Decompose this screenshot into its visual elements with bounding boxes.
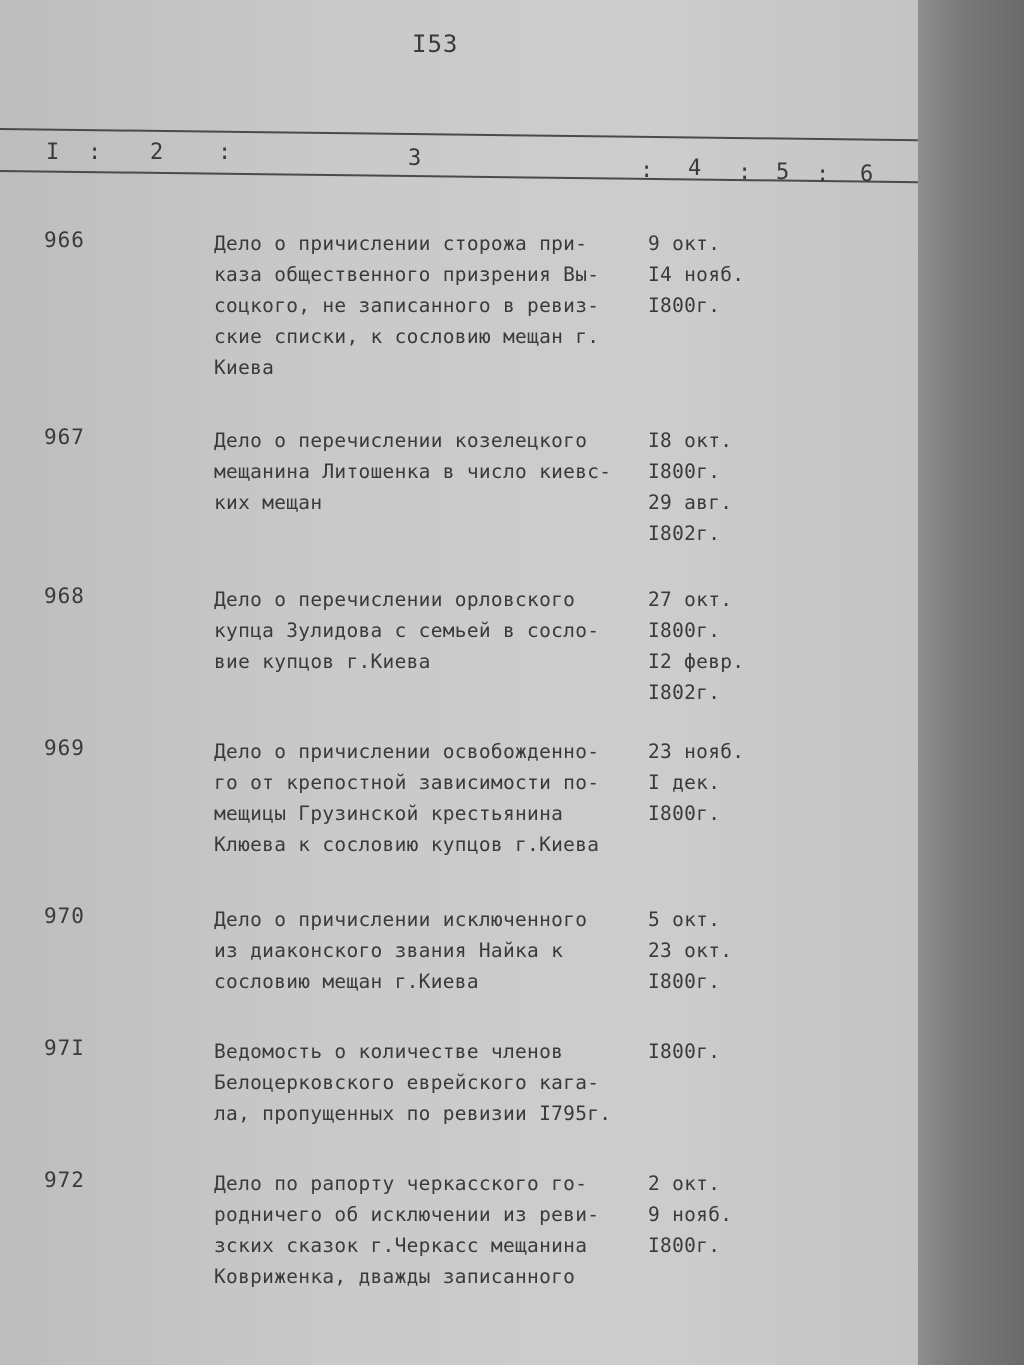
entry-title-line: ких мещан	[214, 491, 323, 514]
entry-number: 967	[44, 425, 85, 449]
column-header-6: 6	[860, 162, 874, 187]
entry-title	[214, 1036, 634, 1129]
entry-dates	[648, 584, 778, 708]
entry-title-line: купца Зулидова с семьей в сосло-	[214, 619, 600, 642]
entry-date: 23 нояб.	[648, 740, 745, 763]
entry-title-line: ские списки, к сословию мещан г.	[214, 325, 600, 348]
entry-title-line: Киева	[214, 356, 275, 379]
entry-title-line: Дело о причислении сторожа при-	[214, 232, 588, 255]
entry-date: I800г.	[648, 970, 721, 993]
entry-title-line: соцкого, не записанного в ревиз-	[214, 294, 600, 317]
entry-date: 2 окт.	[648, 1172, 721, 1195]
entry-date: I4 нояб.	[648, 263, 745, 286]
entry-dates	[648, 1036, 778, 1067]
column-header-separator: :	[640, 158, 654, 183]
entry-dates	[648, 425, 778, 549]
entry-number: 966	[44, 228, 85, 252]
entry-title	[214, 584, 634, 677]
entry-date: I800г.	[648, 1234, 721, 1257]
entry-date: 5 окт.	[648, 908, 721, 931]
entry-date: 9 нояб.	[648, 1203, 733, 1226]
column-header-separator: :	[738, 160, 752, 185]
column-header-2: 2	[150, 140, 164, 165]
entry-title-line: родничего об исключении из реви-	[214, 1203, 600, 1226]
entry-date: 27 окт.	[648, 588, 733, 611]
entry-title-line: каза общественного призрения Вы-	[214, 263, 600, 286]
header-rule-top	[0, 128, 918, 141]
entry-title	[214, 425, 634, 518]
entry-title-line: Дело о перечислении орловского	[214, 588, 576, 611]
entry-dates	[648, 228, 778, 321]
entry-date: I дек.	[648, 771, 721, 794]
entry-title-line: Ковриженка, дважды записанного	[214, 1265, 576, 1288]
entry-title-line: зских сказок г.Черкасс мещанина	[214, 1234, 588, 1257]
entry-date: I800г.	[648, 802, 721, 825]
entry-date: I800г.	[648, 619, 721, 642]
entry-title-line: Клюева к сословию купцов г.Киева	[214, 833, 600, 856]
entry-date: I800г.	[648, 294, 721, 317]
entry-dates	[648, 1168, 778, 1261]
entry-title-line: Дело о причислении освобожденно-	[214, 740, 600, 763]
entry-title-line: Белоцерковского еврейского кага-	[214, 1071, 600, 1094]
entry-title-line: ла, пропущенных по ревизии I795г.	[214, 1102, 612, 1125]
entry-date: 9 окт.	[648, 232, 721, 255]
entry-title	[214, 1168, 634, 1292]
entry-date: 29 авг.	[648, 491, 733, 514]
entry-title-line: Ведомость о количестве членов	[214, 1040, 564, 1063]
column-header-1: I	[46, 140, 60, 165]
entry-date: I802г.	[648, 681, 721, 704]
entry-dates	[648, 736, 778, 829]
entry-title-line: Дело о перечислении козелецкого	[214, 429, 588, 452]
entry-title-line: вие купцов г.Киева	[214, 650, 431, 673]
entry-title-line: сословию мещан г.Киева	[214, 970, 479, 993]
entry-dates	[648, 904, 778, 997]
column-header-3: 3	[408, 146, 422, 171]
entry-date: I2 февр.	[648, 650, 745, 673]
entry-number: 970	[44, 904, 85, 928]
entry-title-line: го от крепостной зависимости по-	[214, 771, 600, 794]
entry-number: 97I	[44, 1036, 85, 1060]
entry-title-line: мещанина Литошенка в число киевс-	[214, 460, 612, 483]
entry-number: 969	[44, 736, 85, 760]
entry-title	[214, 228, 634, 383]
entry-date: I802г.	[648, 522, 721, 545]
entry-title-line: Дело по рапорту черкасского го-	[214, 1172, 588, 1195]
entry-title-line: из диаконского звания Найка к	[214, 939, 564, 962]
entry-title	[214, 736, 634, 860]
column-header-separator: :	[816, 162, 830, 187]
entry-title	[214, 904, 634, 997]
entry-number: 968	[44, 584, 85, 608]
entry-title-line: мещицы Грузинской крестьянина	[214, 802, 564, 825]
entry-date: I800г.	[648, 460, 721, 483]
column-header-4: 4	[688, 156, 702, 181]
column-header-separator: :	[88, 140, 102, 165]
column-header-separator: :	[218, 140, 232, 165]
entry-number: 972	[44, 1168, 85, 1192]
entry-date: I8 окт.	[648, 429, 733, 452]
entry-date: I800г.	[648, 1040, 721, 1063]
page-number: I53	[412, 30, 459, 58]
column-header-5: 5	[776, 160, 790, 185]
entry-title-line: Дело о причислении исключенного	[214, 908, 588, 931]
entry-date: 23 окт.	[648, 939, 733, 962]
